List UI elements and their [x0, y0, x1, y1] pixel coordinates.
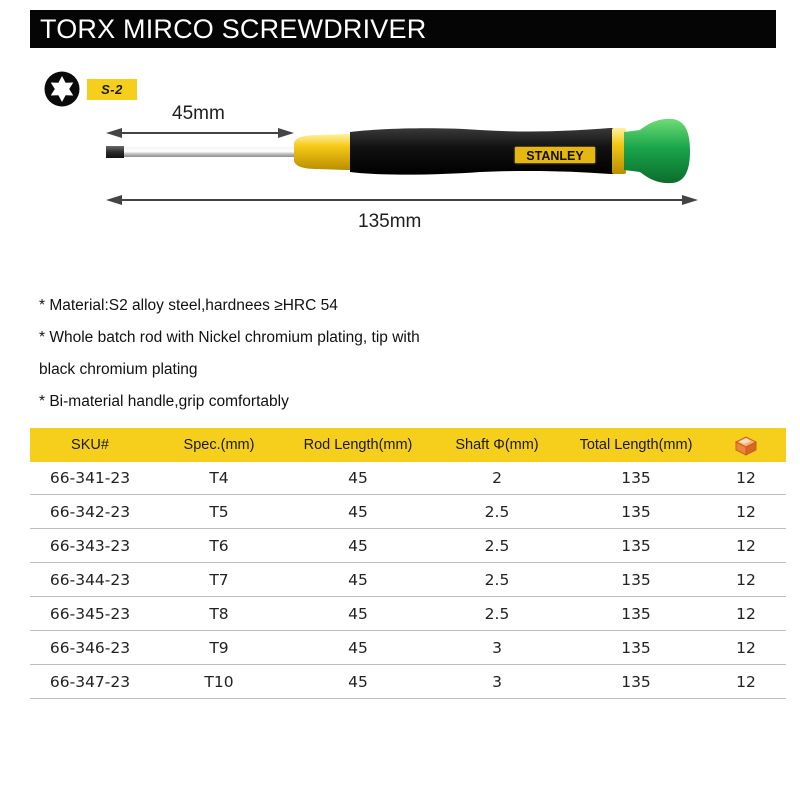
cell-rod-length: 45 — [288, 563, 428, 597]
total-length-label: 135mm — [358, 211, 422, 232]
screwdriver-shaft — [124, 147, 296, 157]
handle-end-cap — [624, 119, 690, 183]
table-row — [30, 665, 786, 699]
table-row — [30, 597, 786, 631]
feature-handle: * Bi-material handle,grip comfortably — [39, 393, 289, 410]
cell-shaft: 2.5 — [428, 563, 566, 597]
cell-qty: 12 — [706, 529, 786, 563]
cell-sku: 66-346-23 — [30, 631, 150, 665]
cell-qty: 12 — [706, 597, 786, 631]
feature-plating-cont: black chromium plating — [39, 361, 198, 378]
cell-shaft: 3 — [428, 631, 566, 665]
feature-list — [39, 290, 599, 418]
cell-spec: T8 — [150, 597, 288, 631]
total-length-arrow — [106, 195, 698, 205]
cell-rod-length: 45 — [288, 665, 428, 699]
carton-box-icon — [733, 434, 759, 456]
cell-sku: 66-341-23 — [30, 462, 150, 495]
table-row — [30, 495, 786, 529]
cell-rod-length: 45 — [288, 462, 428, 495]
cell-shaft: 2.5 — [428, 529, 566, 563]
handle-ring — [612, 128, 626, 174]
rod-length-label: 45mm — [172, 103, 225, 124]
table-row — [30, 529, 786, 563]
cell-spec: T7 — [150, 563, 288, 597]
cell-qty: 12 — [706, 563, 786, 597]
cell-total-length: 135 — [566, 631, 706, 665]
cell-spec: T4 — [150, 462, 288, 495]
cell-qty: 12 — [706, 462, 786, 495]
cell-total-length: 135 — [566, 665, 706, 699]
cell-rod-length: 45 — [288, 495, 428, 529]
cell-shaft: 2.5 — [428, 495, 566, 529]
cell-rod-length: 45 — [288, 597, 428, 631]
col-header-total-length: Total Length(mm) — [579, 437, 693, 453]
rod-length-arrow — [106, 128, 294, 138]
cell-sku: 66-342-23 — [30, 495, 150, 529]
cell-spec: T9 — [150, 631, 288, 665]
col-header-spec: Spec.(mm) — [183, 437, 255, 453]
spec-table — [30, 428, 786, 699]
cell-total-length: 135 — [566, 563, 706, 597]
feature-material: * Material:S2 alloy steel,hardnees ≥HRC 54 — [39, 297, 338, 314]
cell-sku: 66-345-23 — [30, 597, 150, 631]
page-title: TORX MIRCO SCREWDRIVER — [30, 10, 776, 48]
cell-qty: 12 — [706, 665, 786, 699]
cell-spec: T6 — [150, 529, 288, 563]
brand-label: STANLEY — [526, 149, 584, 163]
cell-total-length: 135 — [566, 597, 706, 631]
cell-shaft: 2 — [428, 462, 566, 495]
col-header-rod-length: Rod Length(mm) — [303, 437, 413, 453]
material-badge: S-2 — [87, 79, 137, 100]
table-row — [30, 462, 786, 495]
cell-qty: 12 — [706, 631, 786, 665]
cell-spec: T10 — [150, 665, 288, 699]
screwdriver — [106, 119, 690, 183]
table-row — [30, 631, 786, 665]
cell-total-length: 135 — [566, 462, 706, 495]
screwdriver-tip — [106, 146, 124, 158]
cell-shaft: 2.5 — [428, 597, 566, 631]
col-header-sku: SKU# — [71, 437, 109, 453]
cell-rod-length: 45 — [288, 529, 428, 563]
feature-plating: * Whole batch rod with Nickel chromium plating, tip with — [39, 329, 420, 346]
cell-sku: 66-344-23 — [30, 563, 150, 597]
cell-sku: 66-343-23 — [30, 529, 150, 563]
col-header-qty — [706, 428, 786, 462]
table-row — [30, 563, 786, 597]
cell-total-length: 135 — [566, 495, 706, 529]
table-header-row — [30, 428, 786, 462]
handle-collar — [294, 134, 352, 170]
cell-total-length: 135 — [566, 529, 706, 563]
cell-rod-length: 45 — [288, 631, 428, 665]
cell-spec: T5 — [150, 495, 288, 529]
cell-shaft: 3 — [428, 665, 566, 699]
cell-sku: 66-347-23 — [30, 665, 150, 699]
col-header-shaft: Shaft Φ(mm) — [455, 437, 539, 453]
cell-qty: 12 — [706, 495, 786, 529]
